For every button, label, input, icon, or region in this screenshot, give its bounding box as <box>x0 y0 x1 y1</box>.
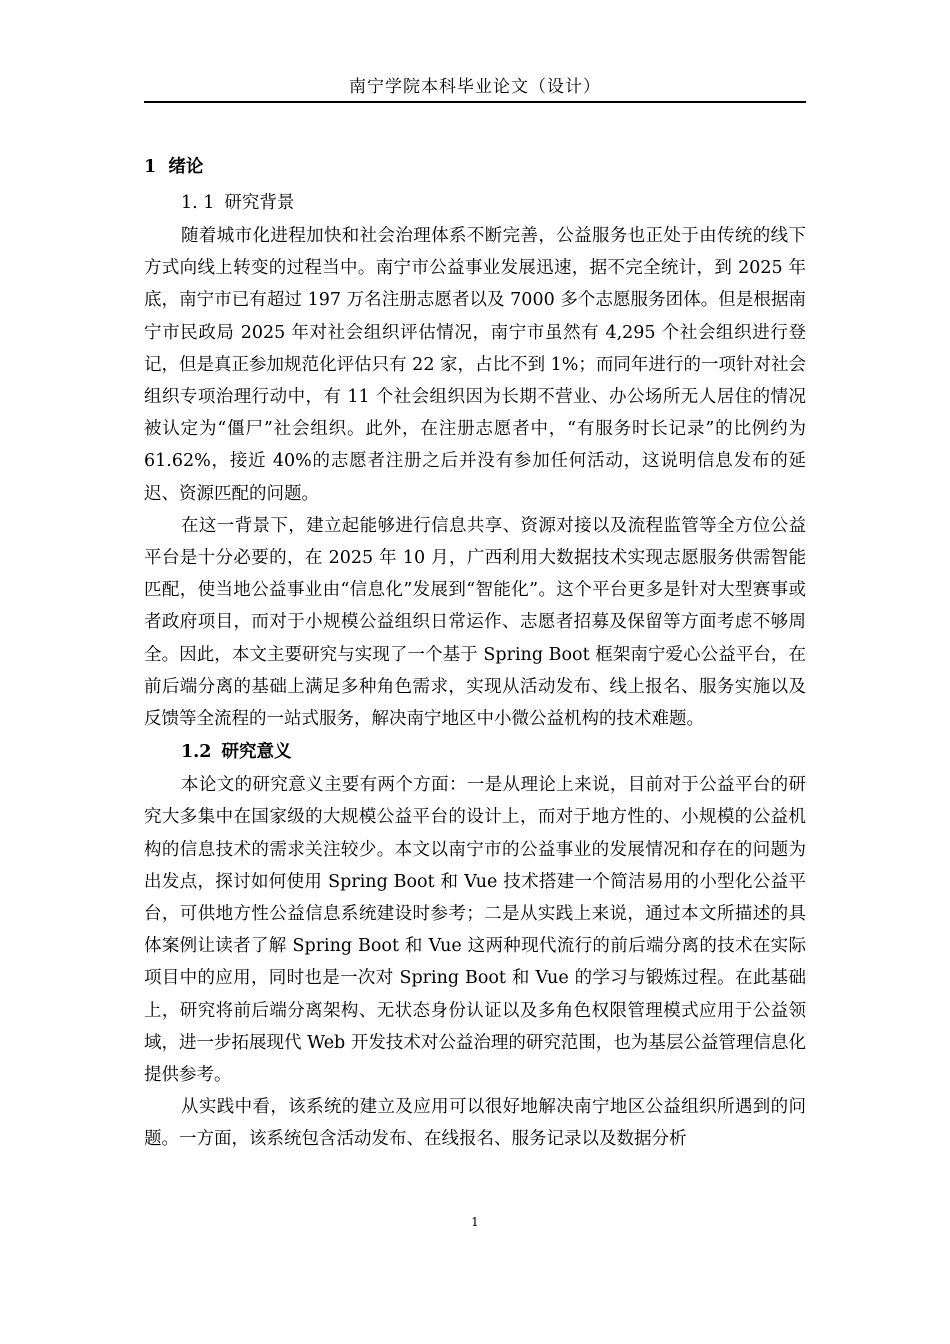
header-rule <box>144 101 806 103</box>
paragraph: 在这一背景下，建立起能够进行信息共享、资源对接以及流程监管等全方位公益平台是十分必要的，在 2025 年 10 月，广西利用大数据技术实现志愿服务供需智能匹配，使当地公益事业由“信息化”发展到“智能化”。这个平台更多是针对大型赛事或者政府项目，而对于小规模公益组织日常运作、志愿者招募及保留等方面考虑不够周全。因此，本文主要研究与实现了一个基于 Spring Boot 框架南宁爱心公益平台，在前后端分离的基础上满足多种角色需求，实现从活动发布、线上报名、服务实施以及反馈等全流程的一站式服务，解决南宁地区中小微公益机构的技术难题。 <box>144 515 806 730</box>
paragraph: 从实践中看，该系统的建立及应用可以很好地解决南宁地区公益组织所遇到的问题。一方面，该系统包含活动发布、在线报名、服务记录以及数据分析 <box>144 1097 806 1150</box>
chapter-heading <box>144 152 806 186</box>
page-header: 南宁学院本科毕业论文（设计） <box>349 77 601 97</box>
section-heading-background <box>144 186 806 220</box>
section-number: 1.2 <box>181 742 212 763</box>
document-body <box>144 152 806 1156</box>
chapter-number: 1 <box>144 157 157 177</box>
section-title: 研究背景 <box>224 193 295 213</box>
paragraph: 随着城市化进程加快和社会治理体系不断完善，公益服务也正处于由传统的线下方式向线上转变的过程当中。南宁市公益事业发展迅速，据不完全统计，到 2025 年底，南宁市已有超过 197 万名注册志愿者以及 7000 多个志愿服务团体。但是根据南宁市民政局 2025 年对社会组织评估情况，南宁市虽然有 4,295 个社会组织进行登记，但是真正参加规范化评估只有 22 家，占比不到 1%；而同年进行的一项针对社会组织专项治理行动中，有 11 个社会组织因为长期不营业、办公场所无人居住的情况被认定为“僵尸”社会组织。此外，在注册志愿者中，“有服务时长记录”的比例约为 61.62%，接近 40%的志愿者注册之后并没有参加任何活动，这说明信息发布的延迟、资源匹配的问题。 <box>144 226 806 504</box>
section-title: 研究意义 <box>221 742 292 763</box>
section-heading-significance <box>144 735 806 769</box>
paragraph: 本论文的研究意义主要有两个方面：一是从理论上来说，目前对于公益平台的研究大多集中在国家级的大规模公益平台的设计上，而对于地方性的、小规模的公益机构的信息技术的需求关注较少。本文以南宁市的公益事业的发展情况和存在的问题为出发点，探讨如何使用 Spring Boot 和 Vue 技术搭建一个简洁易用的小型化公益平台，可供地方性公益信息系统建设时参考；二是从实践上来说，通过本文所描述的具体案例让读者了解 Spring Boot 和 Vue 这两种现代流行的前后端分离的技术在实际项目中的应用，同时也是一次对 Spring Boot 和 Vue 的学习与锻炼过程。在此基础上，研究将前后端分离架构、无状态身份认证以及多角色权限管理模式应用于公益领域，进一步拓展现代 Web 开发技术对公益治理的研究范围，也为基层公益管理信息化提供参考。 <box>144 775 806 1086</box>
chapter-title: 绪论 <box>168 157 204 177</box>
page-number: 1 <box>471 1215 479 1229</box>
section-number: 1. 1 <box>181 193 215 213</box>
